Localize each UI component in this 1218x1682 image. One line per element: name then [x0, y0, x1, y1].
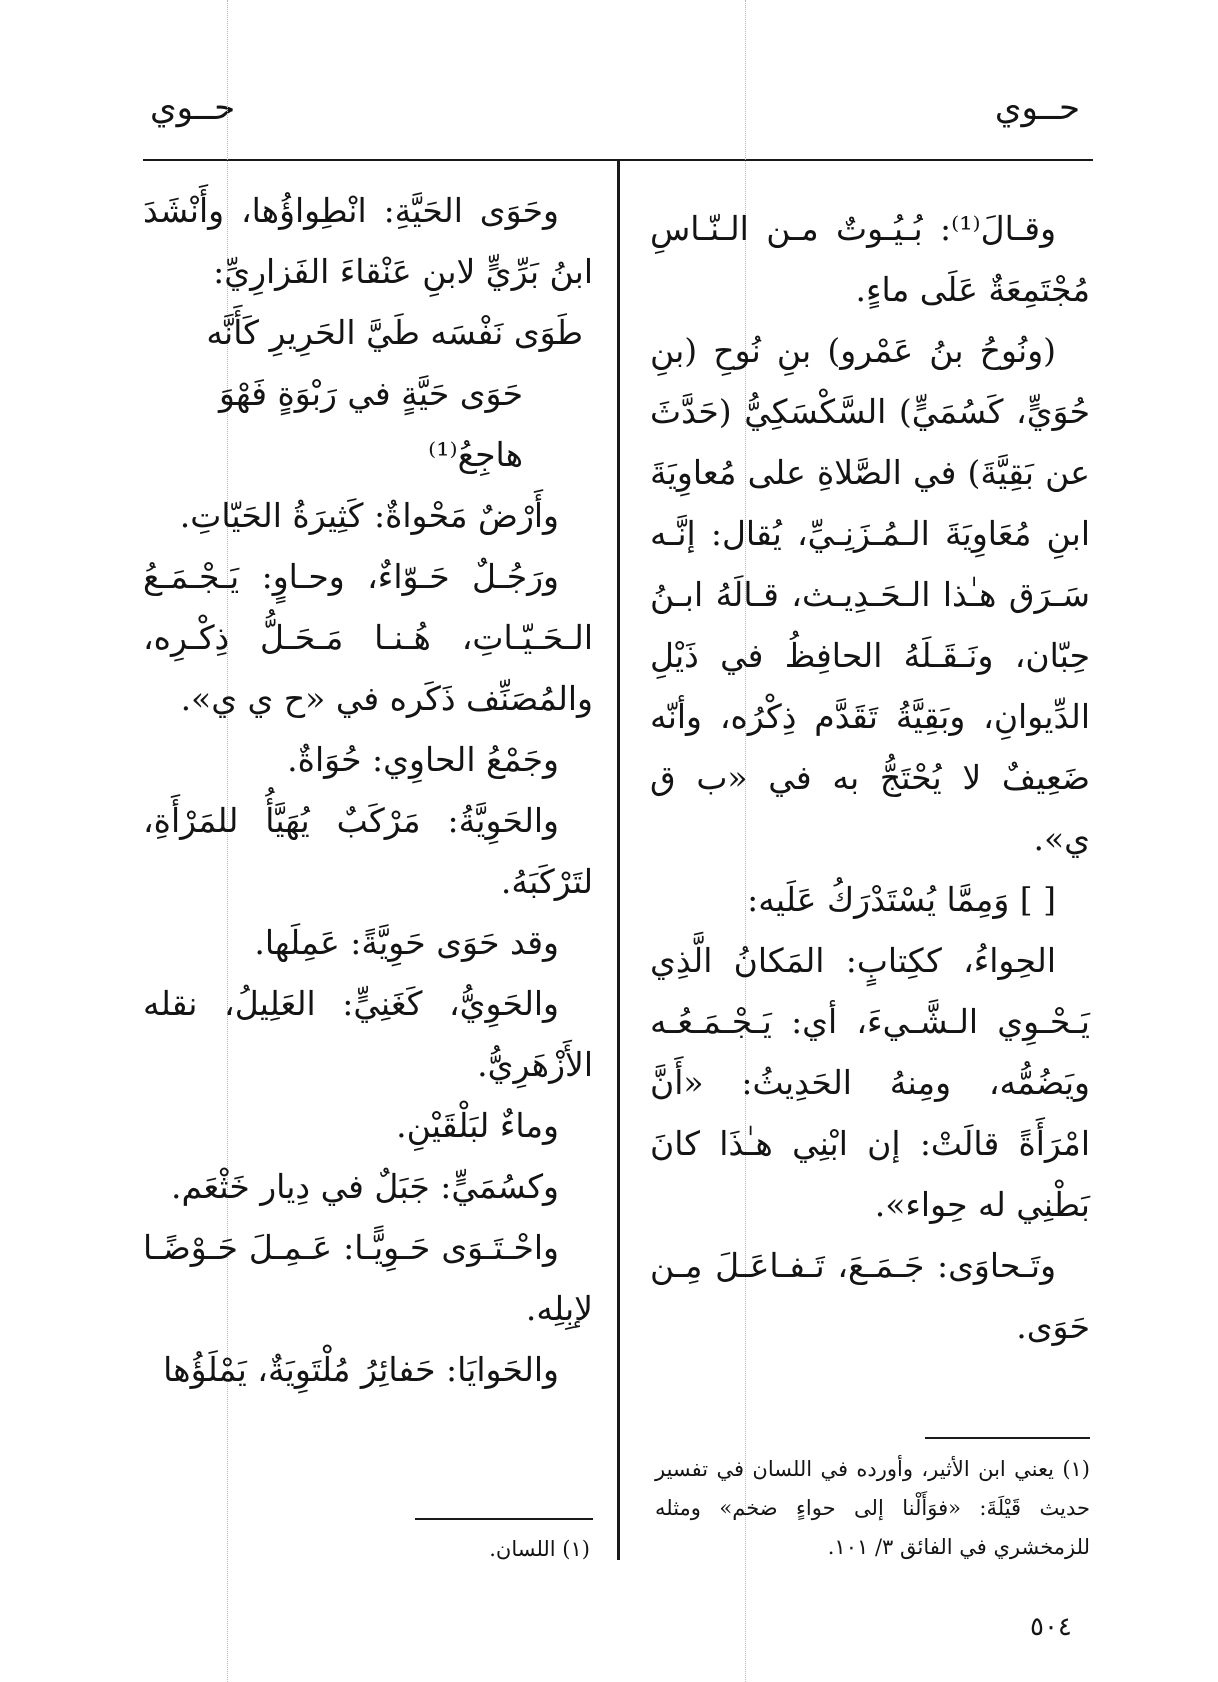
left-column [143, 180, 593, 1400]
footnote-rule-right [925, 1437, 1090, 1439]
entry-paragraph: وجَمْعُ الحاوِي: حُوَاةٌ. [287, 740, 559, 779]
verse-line: حَوَى حَيَّةٍ في رَبْوَةٍ فَهْوَ هاجِعُ⁽¹⁾ [218, 374, 523, 474]
entry-paragraph: [ ] وَمِمَّا يُسْتَدْرَكُ عَلَيه: [747, 880, 1056, 919]
entry-paragraph: واحْـتَـوَى حَـوِيًّـا: عَـمِـلَ حَـوْضًـا لإبِلِه. [143, 1228, 593, 1328]
column-divider [617, 160, 620, 1560]
footnote-left: (١) اللسان. [489, 1537, 590, 1561]
entry-paragraph: الحِواءُ، ككِتابٍ: المَكانُ الَّذِي يَـحْـوِي الـشَّـيءَ، أي: يَـجْـمَـعُـه ويَضُمُّه، ومِنهُ الحَدِيثُ: «أَنَّ امْرَأَةً قالَتْ: إن ابْنِي هـٰذَا كانَ بَطْنِي له حِواء». [650, 941, 1090, 1224]
entry-paragraph: وحَوَى الحَيَّةِ: انْطِواؤُها، وأَنْشَدَ ابنُ بَرِّيٍّ لابنِ عَنْقاءَ الفَزارِيِّ: [143, 191, 593, 291]
running-head-left: حــوي [150, 88, 236, 128]
entry-paragraph: وتَـحاوَى: جَـمَـعَ، تَـفـاعَـلَ مِـن حَوَى. [650, 1246, 1090, 1346]
footnote-rule-left [415, 1518, 593, 1520]
right-column [650, 198, 1090, 1357]
entry-paragraph: وأَرْضٌ مَحْواةٌ: كَثِيرَةُ الحَيّاتِ. [179, 496, 559, 535]
page-number: ٥٠٤ [1030, 1612, 1072, 1642]
entry-paragraph: ورَجُـلٌ حَـوّاءٌ، وحـاوٍ: يَـجْـمَـعُ الـحَـيّـاتِ، هُـنـا مَـحَـلُّ ذِكْـرِه، والمُصَنِّف ذَكَره في «ح ي ي». [143, 557, 593, 718]
entry-paragraph: وماءٌ لبَلْقَيْنِ. [396, 1106, 559, 1145]
entry-paragraph: وقـالَ⁽¹⁾: بُـيُـوتٌ مـن الـنّـاسِ مُجْتَمِعَةٌ عَلَى ماءٍ. [650, 209, 1090, 309]
entry-paragraph: والحَوِيُّ، كَغَنِيٍّ: العَلِيلُ، نقله الأَزْهَرِيُّ. [143, 984, 593, 1084]
verse-line: طَوَى نَفْسَه طَيَّ الحَرِيرِ كَأَنَّه [206, 313, 583, 352]
entry-paragraph: وكسُمَيٍّ: جَبَلٌ في دِيار خَثْعَم. [171, 1167, 559, 1206]
entry-paragraph: والحَوِيَّةُ: مَرْكَبٌ يُهَيَّأُ للمَرْأَةِ، لتَرْكَبَهُ. [143, 801, 593, 901]
running-head-right: حــوي [994, 88, 1080, 128]
footnote-right: (١) يعني ابن الأثير، وأورده في اللسان في تفسير حديث قَيْلَةَ: «فوَأَلْنا إلى حواءٍ ضخم» ومثله للزمخشري في الفائق ٣/ ١٠١. [655, 1457, 1090, 1559]
entry-paragraph: وقد حَوَى حَوِيَّةً: عَمِلَها. [254, 923, 559, 962]
entry-paragraph: والحَوايَا: حَفائِرُ مُلْتَوِيَةٌ، يَمْلَؤُها [163, 1350, 559, 1389]
entry-paragraph: (ونُوحُ بنُ عَمْرو) بنِ نُوحِ (بنِ حُوَيٍّ، كَسُمَيٍّ) السَّكْسَكِيُّ (حَدَّثَ عن بَقِيَّةَ) في الصَّلاةِ على مُعاوِيَةَ ابنِ مُعَاوِيَةَ الـمُـزَنِـيِّ، يُقال: إنَّـه سَـرَق هـٰذا الـحَـدِيـث، قـالَهُ ابـنُ حِبّان، ونَـقَـلَهُ الحافِظُ في ذَيْلِ الدِّيوانِ، وبَقِيَّةُ تَقَدَّم ذِكْرُه، وأنّه ضَعِيفٌ لا يُحْتَجُّ به في «ب ق ي». [650, 331, 1090, 858]
